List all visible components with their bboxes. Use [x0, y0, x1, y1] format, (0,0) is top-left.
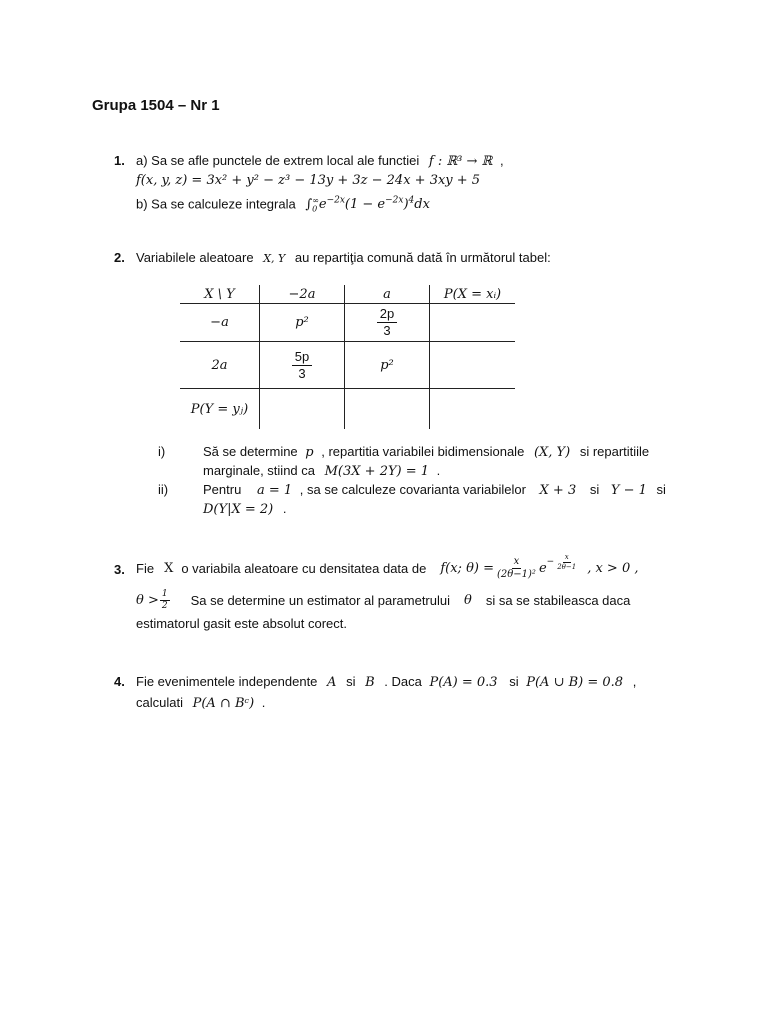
subpoint-ii-label: ii): [158, 482, 169, 497]
empty-cell: [260, 389, 345, 430]
problem-3-number: 3.: [114, 562, 125, 577]
empty-cell: [430, 304, 516, 342]
text: .: [436, 463, 441, 478]
subpoint-ii-line2: [203, 501, 286, 517]
text: , sa se calculeze covarianta variabilelor: [299, 482, 526, 497]
var-p: p: [305, 445, 314, 460]
table-header-row: [180, 285, 515, 304]
cell-2p-over-3: [345, 304, 430, 342]
header-a: a: [383, 286, 391, 302]
text: Fie evenimentele independente: [136, 674, 318, 689]
conditional-variance: D(Y|X = 2): [203, 502, 274, 517]
table-header-cell: [180, 285, 260, 304]
denominator: (2θ−1)²: [497, 568, 536, 580]
prob-a: P(A) = 0.3: [429, 675, 498, 690]
problem-4-line1: [136, 674, 636, 690]
function-signature: f : ℝ³ → ℝ: [428, 154, 493, 169]
table-row: [180, 389, 515, 430]
numerator: 2p: [377, 307, 397, 323]
text: .: [261, 695, 266, 710]
table-header-cell: [345, 285, 430, 304]
problem-3-line2: [136, 586, 630, 614]
problem-1b-text: [136, 196, 430, 214]
problem-3-line1: [136, 554, 638, 582]
problem-3-line3: estimatorul gasit este absolut corect.: [136, 616, 347, 631]
text: marginale, stiind ca: [203, 463, 315, 478]
prob-a-union-b: P(A ∪ B) = 0.8: [526, 675, 624, 690]
header-minus-2a: −2a: [288, 286, 316, 302]
row-label-2a: 2a: [180, 342, 260, 389]
table-row: [180, 342, 515, 389]
cell-p-squared: p²: [345, 342, 430, 389]
joint-distribution-table: [180, 285, 515, 429]
text: ,: [632, 674, 637, 689]
denominator: 3: [298, 365, 306, 381]
empty-cell: [430, 389, 516, 430]
fraction: [377, 307, 397, 337]
numerator: 1: [161, 588, 168, 599]
expectation-condition: M(3X + 2Y) = 1: [324, 464, 430, 479]
text: si: [656, 482, 666, 497]
header-xy: X \ Y: [204, 286, 235, 302]
x-condition: , x > 0 ,: [587, 560, 639, 576]
a-equals-1: a = 1: [256, 483, 293, 498]
text: o variabila aleatoare cu densitatea data de: [181, 560, 427, 576]
page-title: Grupa 1504 – Nr 1: [92, 97, 220, 114]
row-label-py: P(Y = yⱼ): [190, 401, 249, 417]
table-header-cell: [260, 285, 345, 304]
subpoint-i-line2: [203, 463, 440, 479]
comma: ,: [499, 153, 504, 168]
density-fraction: [495, 557, 538, 580]
text: . Daca: [384, 674, 422, 689]
denominator: 2θ−1: [557, 562, 577, 571]
intro-text: Variabilele aleatoare: [136, 250, 254, 265]
problem-1a-label: a) Sa se afle punctele de extrem local ale functiei: [136, 153, 420, 168]
problem-2-intro: [136, 250, 551, 265]
denominator: 2: [161, 600, 168, 611]
text: calculati: [136, 695, 183, 710]
table-row: [180, 304, 515, 342]
theta: θ: [464, 592, 472, 608]
numerator: 5p: [292, 350, 312, 366]
text: Fie: [136, 560, 155, 576]
minus-sign: −: [546, 557, 555, 567]
denominator: 3: [383, 323, 391, 338]
subpoint-i-label: i): [158, 444, 166, 459]
cell-p-squared: p²: [260, 304, 345, 342]
row-label-minus-a: −a: [180, 304, 260, 342]
density-lhs: f(x; θ) =: [440, 560, 494, 576]
exponent: [547, 554, 580, 571]
text: si sa se stabileasca daca: [485, 592, 631, 608]
random-variables: X, Y: [263, 252, 286, 265]
subpoint-ii-line1: [203, 482, 666, 498]
function-definition: f(x, y, z) = 3x² + y² − z³ − 13y + 3z − 24x + 3xy + 5: [136, 173, 481, 188]
numerator: x: [513, 555, 520, 567]
numerator: x: [564, 552, 569, 561]
event-a: A: [327, 675, 337, 690]
exp-base: e: [538, 560, 547, 576]
y-minus-1: Y − 1: [610, 483, 647, 498]
var-xy: (X, Y): [533, 445, 571, 460]
fraction: [292, 350, 312, 380]
text: si repartitiile: [579, 444, 650, 459]
text: si: [346, 674, 356, 689]
text: .: [282, 501, 287, 516]
half-fraction: [160, 590, 170, 611]
table-header-cell: [430, 285, 516, 304]
text: si: [589, 482, 600, 497]
problem-2-number: 2.: [114, 250, 125, 265]
theta-condition: θ >: [136, 592, 159, 608]
text: si: [509, 674, 519, 689]
target-probability: P(A ∩ Bᶜ): [192, 696, 255, 711]
problem-1a-text: [136, 153, 504, 169]
text: Pentru: [203, 482, 242, 497]
header-px: P(X = xᵢ): [443, 286, 502, 302]
intro-text-end: au repartiţia comună dată în următorul tabel:: [294, 250, 551, 265]
text: Sa se determine un estimator al parametrului: [190, 592, 450, 608]
problem-1b-label: b) Sa se calculeze integrala: [136, 196, 296, 212]
var-x: X: [164, 560, 174, 576]
event-b: B: [365, 675, 375, 690]
text: Să se determine: [203, 444, 298, 459]
empty-cell: [345, 389, 430, 430]
cell-5p-over-3: [260, 342, 345, 389]
text: , repartitia variabilei bidimensionale: [321, 444, 525, 459]
subpoint-i-line1: [203, 444, 678, 460]
exponent-fraction: [555, 554, 578, 571]
empty-cell: [430, 342, 516, 389]
problem-1-number: 1.: [114, 153, 125, 168]
integral-expression: $\int_0^\infty e^{-2x}(1 - e^{-2x})^4dx$: [305, 196, 430, 214]
x-plus-3: X + 3: [539, 483, 577, 498]
problem-4-line2: [136, 695, 265, 711]
problem-4-number: 4.: [114, 674, 125, 689]
